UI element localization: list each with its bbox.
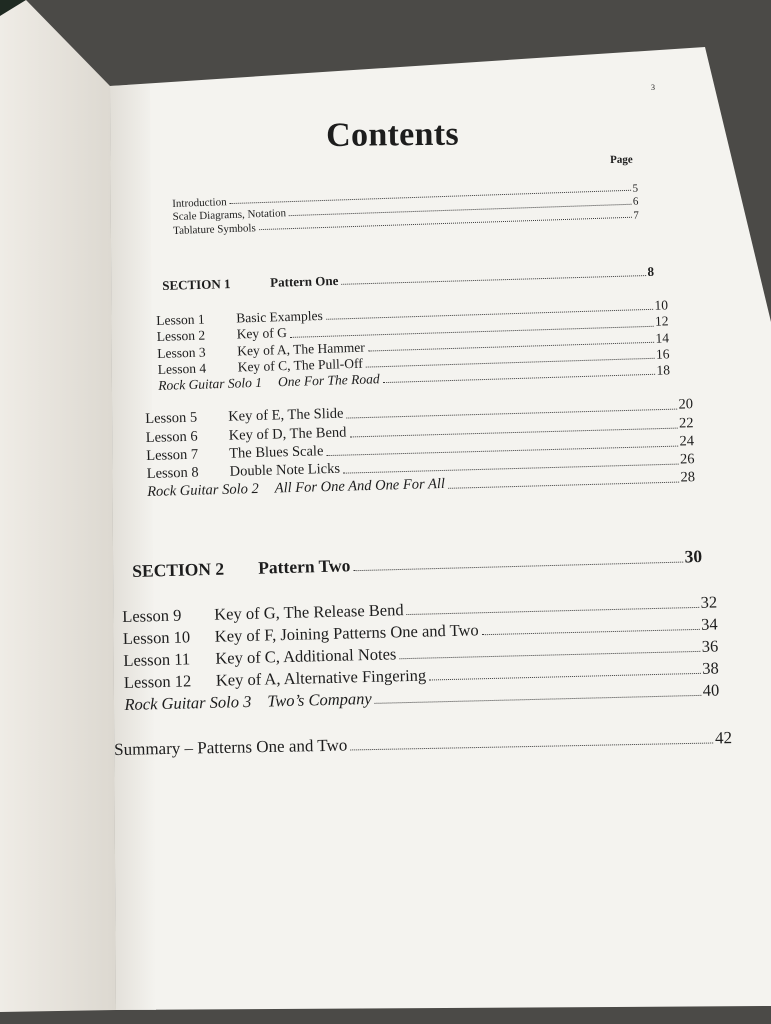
lesson-title: The Blues Scale [228,443,324,462]
section-2-lessons [122,590,720,715]
section-label: SECTION 1 [162,276,231,293]
summary-title: Summary – Patterns One and Two [114,735,348,759]
page-title: Contents [326,115,460,154]
lesson-title: Key of D, The Bend [228,424,347,444]
lesson-label: Lesson 4 [157,360,207,377]
entry-page: 22 [678,414,694,432]
lesson-label: Lesson 10 [122,627,191,648]
solo-label: Rock Guitar Solo 2 [147,481,259,501]
lesson-label: Lesson 7 [146,446,199,464]
lesson-title: Key of A, The Hammer [236,339,365,359]
lesson-label: Lesson 2 [156,327,206,345]
entry-page: 7 [633,209,640,222]
entry-page: 38 [701,658,719,678]
entry-title: Tablature Symbols [172,221,256,237]
entry-page: 18 [656,362,671,378]
section-1-lessons-group-2 [145,395,695,501]
dot-leader [350,743,713,751]
section-title: Pattern Two [257,555,351,578]
lesson-label: Lesson 3 [156,344,206,361]
solo-title: One For The Road [277,371,380,390]
solo-title: All For One And One For All [274,476,446,498]
lesson-title: Key of G, The Release Bend [214,600,404,624]
lesson-label: Lesson 6 [145,428,198,446]
entry-page: 20 [678,396,694,413]
entry-page: 42 [714,728,733,748]
page-column-label: Page [610,153,633,166]
lesson-label: Lesson 5 [145,409,198,428]
solo-label: Rock Guitar Solo 3 [124,691,252,714]
entry-title: Scale Diagrams, Notation [172,207,287,223]
entry-page: 40 [702,680,720,700]
lesson-title: Key of A, Alternative Fingering [215,665,427,690]
lesson-label: Lesson 12 [123,671,192,692]
lesson-label: Lesson 8 [146,464,199,483]
entry-page: 24 [679,433,695,450]
page-gutter-shadow [110,84,156,1010]
left-page [0,0,116,1012]
entry-title: Introduction [172,195,227,210]
lesson-title: Key of E, The Slide [228,405,344,426]
solo-label: Rock Guitar Solo 1 [157,374,263,393]
section-1-lessons-group-1 [156,297,670,394]
lesson-title: Double Note Licks [229,460,341,480]
entry-page: 30 [684,546,703,567]
entry-page: 14 [655,329,670,346]
lesson-title: Key of C, Additional Notes [215,644,397,668]
entry-page: 6 [632,195,639,208]
entry-page: 36 [701,636,719,656]
entry-page: 16 [655,346,670,362]
entry-page: 10 [654,297,669,313]
entry-page: 5 [632,182,639,195]
entry-page: 28 [680,469,696,487]
lesson-title: Key of F, Joining Patterns One and Two [214,620,479,646]
lesson-title: Basic Examples [235,308,323,326]
solo-title: Two’s Company [267,688,372,711]
lesson-label: Lesson 1 [156,311,205,329]
entry-page: 26 [679,451,695,468]
entry-page: 12 [654,313,669,330]
entry-page: 32 [700,592,718,612]
entry-page: 34 [700,614,718,634]
section-title: Pattern One [269,272,339,290]
lesson-title: Key of C, The Pull-Off [237,355,363,375]
entry-page: 8 [647,263,655,280]
dot-leader [482,629,700,635]
lesson-label: Lesson 11 [123,649,191,670]
page-number: 3 [651,83,655,92]
section-label: SECTION 2 [132,558,225,581]
lesson-title: Key of G [236,325,288,342]
lesson-label: Lesson 9 [122,605,182,626]
